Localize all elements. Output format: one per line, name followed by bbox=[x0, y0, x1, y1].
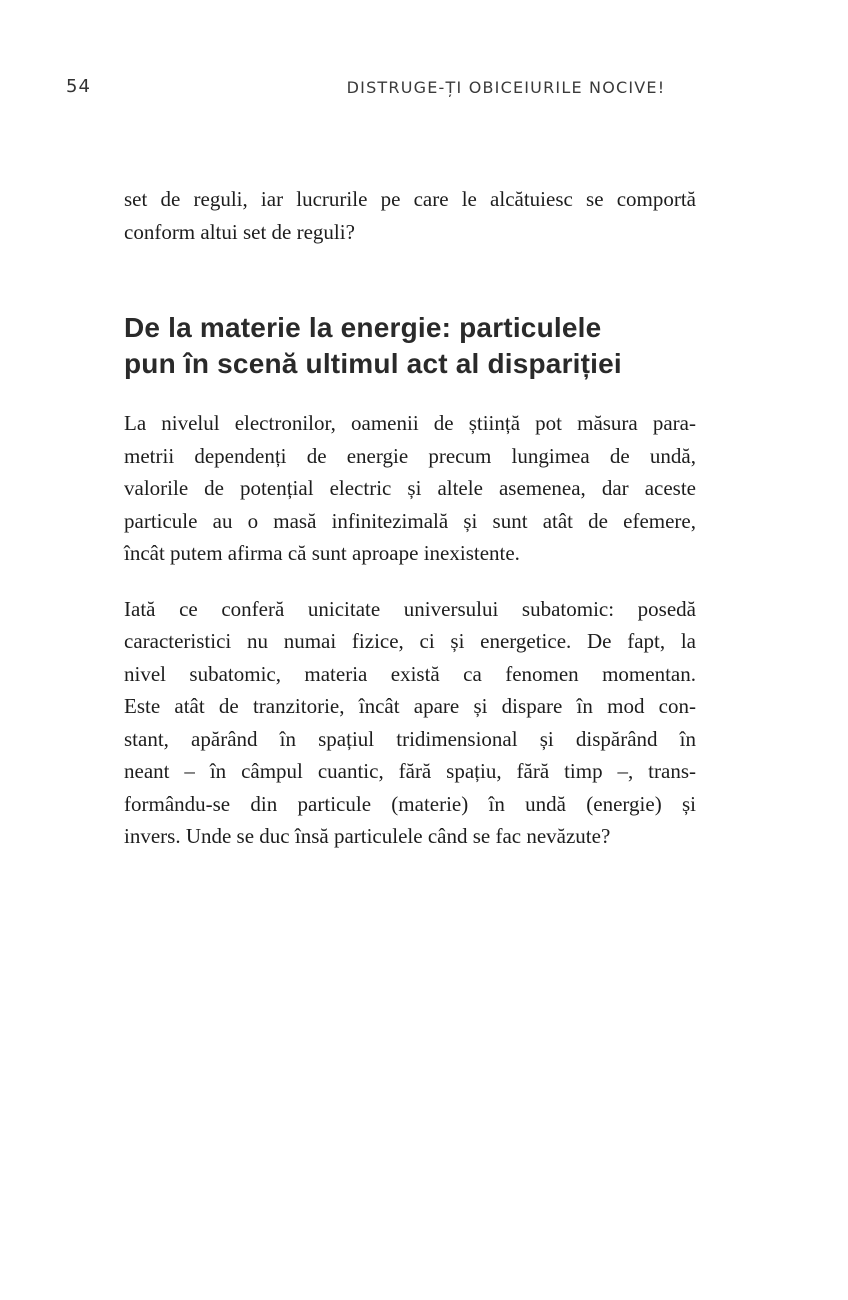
paragraph-line bbox=[124, 537, 696, 570]
paragraph-line-text: invers. Unde se duc însă particulele când se fac nevăzute? bbox=[124, 824, 611, 848]
paragraph-line-text: Este atât de tranzitorie, încât apare și dispare în mod con- bbox=[124, 694, 696, 718]
paragraph-line-text: nivel subatomic, materia există ca fenomen momentan. bbox=[124, 661, 696, 686]
paragraph-line bbox=[124, 593, 696, 626]
paragraph-line bbox=[124, 216, 696, 249]
paragraph-line bbox=[124, 788, 696, 821]
paragraph-line bbox=[124, 407, 696, 440]
text-column bbox=[124, 183, 696, 853]
paragraph-line-text: set de reguli, iar lucrurile pe care le alcătuiesc se comportă bbox=[124, 187, 696, 211]
paragraph-line-text: caracteristici nu numai fizice, ci și energetice. De fapt, la bbox=[124, 629, 696, 653]
paragraph-line bbox=[124, 183, 696, 216]
section-heading bbox=[124, 310, 696, 382]
paragraph-line-text: încât putem afirma că sunt aproape inexistente. bbox=[124, 541, 520, 565]
running-head: DISTRUGE-ȚI OBICEIURILE NOCIVE! bbox=[346, 78, 666, 97]
paragraph-line bbox=[124, 625, 696, 658]
body-paragraph bbox=[124, 407, 696, 570]
paragraph-line-text: stant, apărând în spațiul tridimensional și dispărând în bbox=[124, 726, 696, 751]
paragraph-line bbox=[124, 755, 696, 788]
paragraph-line-text: particule au o masă infinitezimală și sunt atât de efemere, bbox=[124, 508, 696, 533]
section-heading-line: De la materie la energie: particulele bbox=[124, 312, 602, 343]
paragraph-line-text: neant – în câmpul cuantic, fără spațiu, fără timp –, trans- bbox=[124, 759, 696, 783]
paragraph-line bbox=[124, 440, 696, 473]
paragraph-line bbox=[124, 723, 696, 756]
body-paragraph bbox=[124, 593, 696, 853]
paragraph-line-text: Iată ce conferă unicitate universului subatomic: posedă bbox=[124, 596, 696, 621]
paragraph-line-text: metrii dependenți de energie precum lungimea de undă, bbox=[124, 443, 696, 468]
section-heading-line: pun în scenă ultimul act al dispariției bbox=[124, 348, 622, 379]
paragraph-line-text: formându-se din particule (materie) în undă (energie) și bbox=[124, 791, 696, 816]
continued-paragraph bbox=[124, 183, 696, 248]
paragraph-line bbox=[124, 658, 696, 691]
paragraph-line bbox=[124, 820, 696, 853]
page-number: 54 bbox=[66, 76, 91, 97]
paragraph-line bbox=[124, 472, 696, 505]
paragraph-line-text: La nivelul electronilor, oamenii de știință pot măsura para- bbox=[124, 411, 696, 435]
paragraph-line-text: valorile de potențial electric și altele asemenea, dar aceste bbox=[124, 476, 696, 500]
paragraph-line bbox=[124, 690, 696, 723]
paragraph-line bbox=[124, 505, 696, 538]
page-header bbox=[0, 0, 848, 110]
paragraph-line-text: conform altui set de reguli? bbox=[124, 219, 355, 244]
